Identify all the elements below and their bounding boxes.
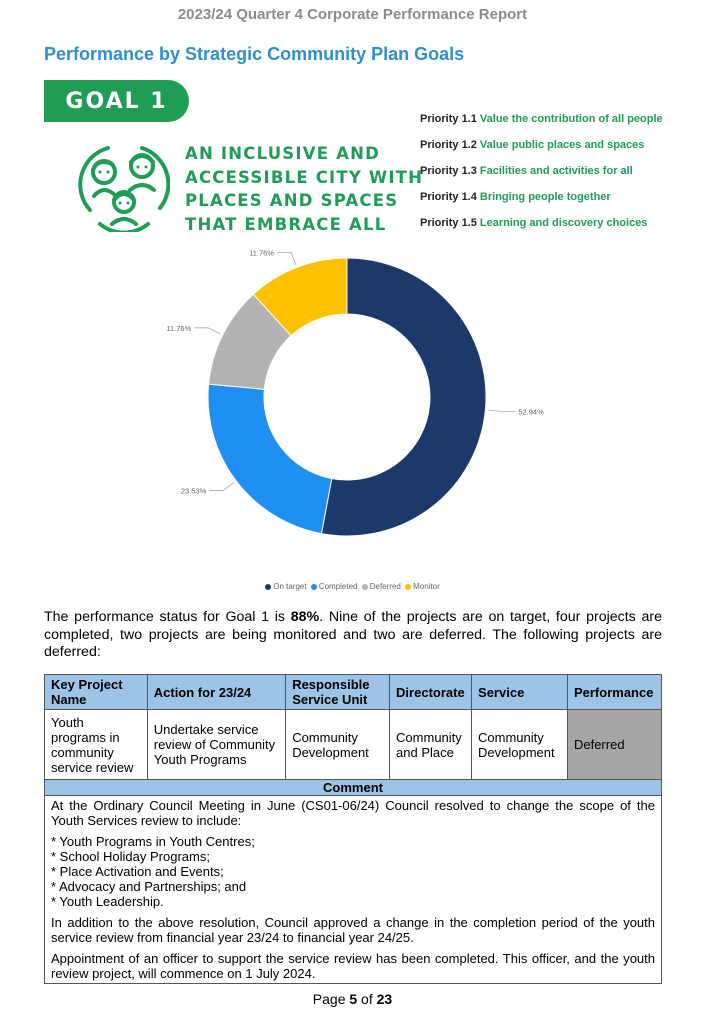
performance-status-cell: Deferred: [567, 710, 661, 780]
data-label: 11.76%: [249, 248, 275, 258]
goal-tagline-line: PLACES AND SPACES: [185, 191, 399, 210]
legend-item: [311, 582, 358, 591]
leader-line: [209, 483, 233, 491]
page-total: 23: [376, 991, 393, 1007]
column-header: Directorate: [390, 675, 472, 710]
legend-label: On target: [273, 582, 307, 591]
comment-bullet: * Place Activation and Events;: [51, 864, 224, 879]
comment-bullet: * Advocacy and Partnerships; and: [51, 879, 247, 894]
comment-row: [45, 796, 662, 984]
goal-tagline: [185, 142, 423, 236]
table-cell: Community Development: [286, 710, 390, 780]
comment-paragraph: In addition to the above resolution, Council approved a change in the completion period of the youth service review from financial year 23/24 to financial year 24/25.: [51, 915, 655, 945]
legend-label: Monitor: [413, 582, 440, 591]
goal-tagline-line: ACCESSIBLE CITY WITH: [185, 167, 424, 187]
legend-swatch: [405, 584, 411, 590]
people-group-icon: [78, 140, 170, 232]
comment-bullet: * Youth Programs in Youth Centres;: [51, 834, 255, 849]
comment-header: Comment: [45, 780, 662, 796]
data-label: 52.94%: [518, 407, 544, 417]
priority-number: Priority 1.1: [420, 113, 477, 125]
legend-swatch: [311, 584, 317, 590]
comment-bullet: * School Holiday Programs;: [51, 849, 210, 864]
leader-line: [277, 252, 296, 264]
priority-text: Value public places and spaces: [479, 139, 645, 151]
legend-swatch: [265, 584, 271, 590]
table-cell: Community Development: [472, 710, 568, 780]
priority-text: Value the contribution of all people: [479, 113, 663, 125]
leader-line: [488, 410, 515, 411]
data-label: 23.53%: [180, 486, 207, 496]
comment-paragraph: Appointment of an officer to support the service review has been completed. This officer, and the youth review project, will commence on 1 July 2024.: [51, 951, 655, 981]
performance-donut-chart: [160, 240, 550, 570]
leader-line: [194, 328, 220, 334]
priority-item: [420, 132, 663, 158]
priority-text: Bringing people together: [479, 191, 611, 203]
legend-item: [362, 582, 401, 591]
page-number: [0, 991, 705, 1007]
legend-item: [405, 582, 440, 591]
priority-item: [420, 184, 663, 210]
priority-item: [420, 106, 663, 132]
comment-cell: [45, 796, 662, 984]
deferred-projects-table: [44, 674, 662, 984]
table-cell: Community and Place: [390, 710, 472, 780]
report-title: 2023/24 Quarter 4 Corporate Performance Report: [177, 6, 528, 23]
summary-lead: The performance status for Goal 1 is: [44, 609, 291, 625]
priority-number: Priority 1.4: [420, 191, 477, 203]
chart-legend: [0, 582, 705, 591]
data-label: 11.76%: [166, 323, 192, 333]
legend-label: Completed: [318, 582, 358, 591]
goal-tagline-line: THAT EMBRACE ALL: [185, 214, 387, 234]
comment-bullet-list: [51, 834, 655, 909]
donut-slice-completed: [208, 384, 332, 534]
page-current: 5: [349, 991, 358, 1007]
goal-tagline-line: AN INCLUSIVE AND: [185, 144, 380, 163]
column-header: Action for 23/24: [147, 675, 285, 710]
column-header: Performance: [567, 675, 661, 710]
legend-label: Deferred: [369, 582, 401, 591]
goal-summary-paragraph: [44, 609, 662, 662]
priority-number: Priority 1.5: [420, 217, 477, 229]
column-header: Service: [472, 675, 568, 710]
summary-rest: . Nine of the projects are on target, four projects are completed, two projects are being monitored and two are deferred. The following projects are deferred:: [44, 609, 663, 660]
comment-intro: At the Ordinary Council Meeting in June (CS01-06/24) Council resolved to change the scope of the Youth Services review to include:: [51, 798, 655, 828]
priority-item: [420, 210, 663, 236]
comment-header-row: [45, 780, 662, 796]
table-header-row: [45, 675, 662, 710]
column-header: Responsible Service Unit: [286, 675, 390, 710]
priority-number: Priority 1.3: [420, 165, 477, 177]
priority-number: Priority 1.2: [420, 139, 477, 151]
table-cell: Youth programs in community service review: [45, 710, 148, 780]
page-label: Page: [312, 991, 350, 1007]
section-title: Performance by Strategic Community Plan Goals: [44, 44, 465, 64]
summary-figure: 88%: [290, 609, 320, 625]
legend-item: [265, 582, 306, 591]
column-header: Key Project Name: [45, 675, 148, 710]
priority-list: [420, 106, 663, 236]
priority-text: Learning and discovery choices: [479, 217, 648, 229]
table-row: [45, 710, 662, 780]
page-of-label: of: [357, 991, 377, 1007]
comment-bullet: * Youth Leadership.: [51, 894, 164, 909]
legend-swatch: [362, 584, 368, 590]
goal-badge-label: GOAL 1: [65, 88, 168, 114]
goal-badge: [44, 80, 189, 122]
priority-item: [420, 158, 663, 184]
priority-text: Facilities and activities for all: [479, 165, 633, 177]
table-cell: Undertake service review of Community Youth Programs: [147, 710, 285, 780]
